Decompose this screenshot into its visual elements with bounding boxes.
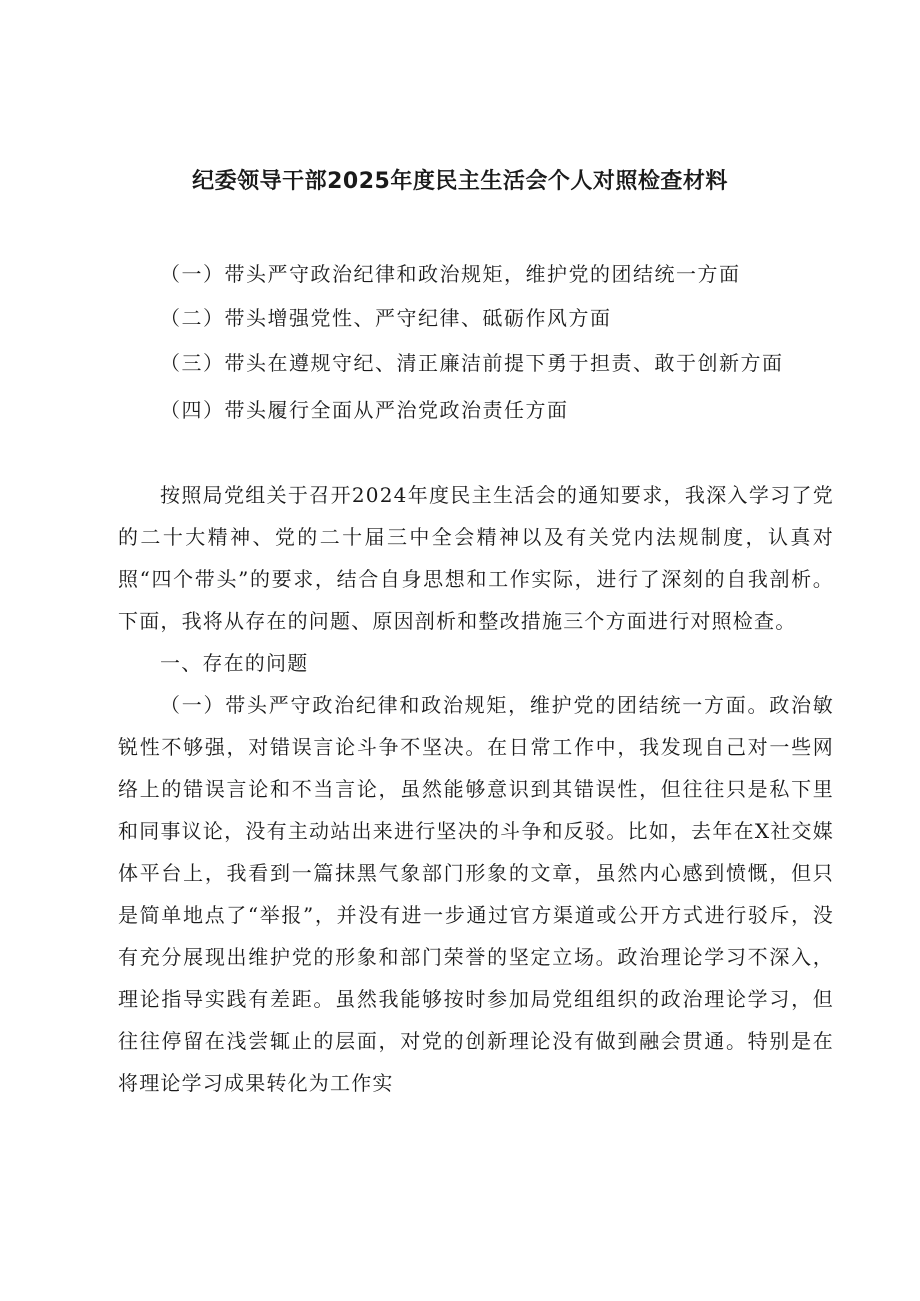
document-body <box>118 474 834 1104</box>
outline-item-1: （一）带头严守政治纪律和政治规矩，维护党的团结统一方面 <box>160 262 741 286</box>
document-title: 纪委领导干部2025年度民主生活会个人对照检查材料 <box>192 169 728 194</box>
outline-item-2: （二）带头增强党性、严守纪律、砥砺作风方面 <box>160 306 612 330</box>
outline-list <box>118 254 834 430</box>
outline-item-4: （四）带头履行全面从严治党政治责任方面 <box>160 398 569 422</box>
outline-item-3: （三）带头在遵规守纪、清正廉洁前提下勇于担责、敢于创新方面 <box>160 351 784 375</box>
section-paragraph: （一）带头严守政治纪律和政治规矩，维护党的团结统一方面。政治敏锐性不够强，对错误言论斗争不坚决。在日常工作中，我发现自己对一些网络上的错误言论和不当言论，虽然能够意识到其错误性，但往往只是私下里和同事议论，没有主动站出来进行坚决的斗争和反驳。比如，去年在X社交媒体平台上，我看到一篇抹黑气象部门形象的文章，虽然内心感到愤慨，但只是简单地点了“举报”，并没有进一步通过官方渠道或公开方式进行驳斥，没有充分展现出维护党的形象和部门荣誉的坚定立场。政治理论学习不深入，理论指导实践有差距。虽然我能够按时参加局党组组织的政治理论学习，但往往停留在浅尝辄止的层面，对党的创新理论没有做到融会贯通。特别是在将理论学习成果转化为工作实 <box>118 693 834 1095</box>
section-heading: 一、存在的问题 <box>160 651 309 675</box>
intro-paragraph: 按照局党组关于召开2024年度民主生活会的通知要求，我深入学习了党的二十大精神、党的二十届三中全会精神以及有关党内法规制度，认真对照“四个带头”的要求，结合自身思想和工作实际，进行了深刻的自我剖析。下面，我将从存在的问题、原因剖析和整改措施三个方面进行对照检查。 <box>118 483 834 633</box>
